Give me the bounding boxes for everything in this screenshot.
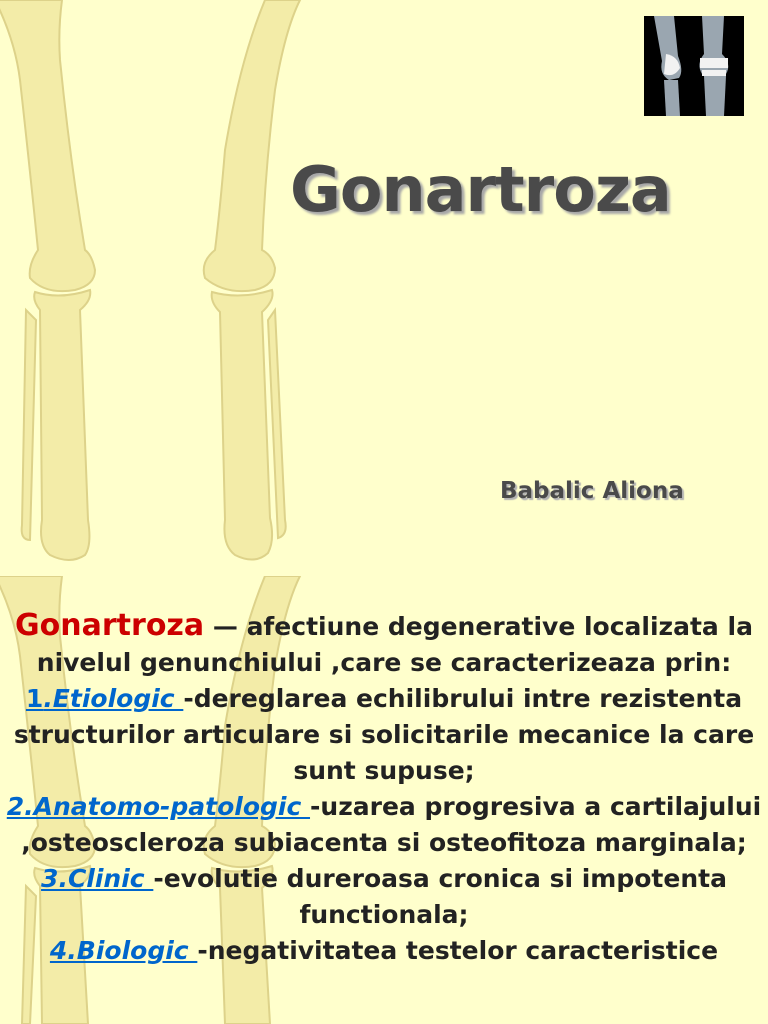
item-text: -negativitatea testelor caracteristice: [197, 936, 719, 965]
list-item: [0, 789, 768, 861]
list-item: [0, 681, 768, 789]
item-text: -dereglarea echilibrului intre rezistenta structurilor articulare si solicitarile mecanice la care sunt supuse;: [13, 684, 755, 785]
slide-title: Gonartroza: [290, 153, 671, 226]
term-highlight: Gonartroza: [15, 608, 205, 643]
item-link-biologic[interactable]: 4.Biologic: [49, 936, 198, 965]
item-text: -uzarea progresiva a cartilajului ,osteoscleroza subiacenta si osteofitoza marginala;: [21, 792, 762, 857]
author-name: Babalic Aliona: [500, 478, 684, 504]
list-item: [0, 933, 768, 969]
definition-slide: [0, 576, 768, 1024]
term-dash: —: [204, 612, 247, 641]
item-link-anatomo-patologic[interactable]: 2.Anatomo-patologic: [6, 792, 311, 821]
list-item: [0, 861, 768, 933]
item-link-etiologic[interactable]: 1.Etiologic: [25, 684, 184, 713]
definition-intro-text: afectiune degenerative localizata la nivelul genunchiului ,care se caracterizeaza prin:: [36, 612, 753, 677]
item-text: -evolutie dureroasa cronica si impotenta functionala;: [153, 864, 727, 929]
item-link-clinic[interactable]: 3.Clinic: [41, 864, 154, 893]
definition-intro: [0, 608, 768, 681]
definition-text: [0, 608, 768, 969]
knee-xray-icon: [644, 16, 744, 116]
